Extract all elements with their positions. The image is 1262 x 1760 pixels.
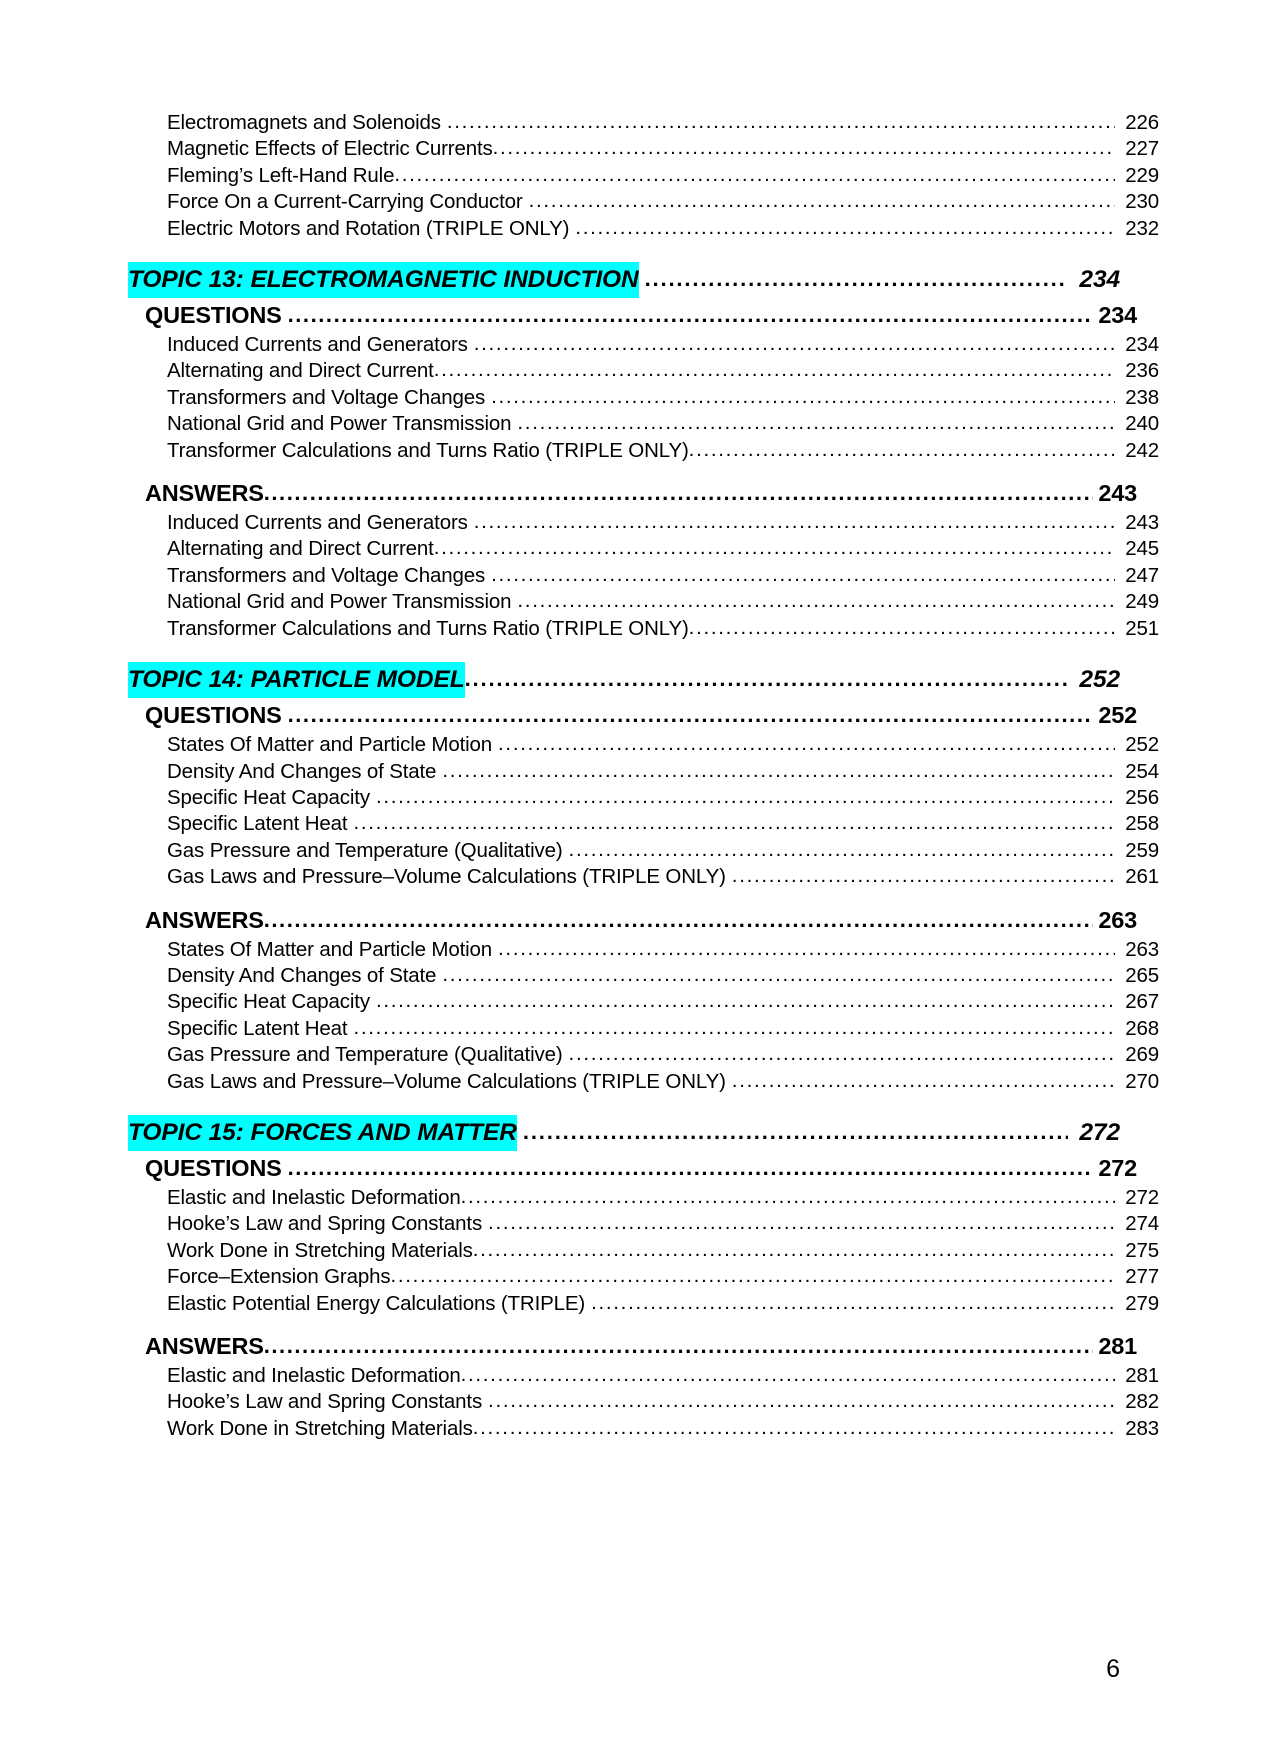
toc-topic-heading-label: TOPIC 14: PARTICLE MODEL bbox=[128, 662, 465, 698]
dot-leader bbox=[390, 1263, 1115, 1289]
dot-leader bbox=[474, 509, 1115, 535]
toc-entry[interactable] bbox=[167, 1185, 1159, 1211]
toc-entry[interactable] bbox=[167, 811, 1159, 837]
toc-entry-page-number: 232 bbox=[1125, 216, 1159, 240]
toc-entry[interactable] bbox=[167, 1238, 1159, 1264]
toc-section-heading-label: ANSWERS bbox=[145, 906, 264, 933]
toc-entry-page-number: 265 bbox=[1125, 963, 1159, 987]
toc-entry-page-number: 277 bbox=[1125, 1265, 1159, 1289]
toc-entry-label: Electromagnets and Solenoids bbox=[167, 111, 441, 134]
dot-leader bbox=[434, 357, 1115, 383]
toc-entry-page-number: 270 bbox=[1125, 1069, 1159, 1093]
toc-entry[interactable] bbox=[167, 1291, 1159, 1317]
toc-entry-page-number: 272 bbox=[1125, 1185, 1159, 1209]
toc-section-heading[interactable] bbox=[145, 1153, 1137, 1184]
toc-entry-label: National Grid and Power Transmission bbox=[167, 412, 512, 436]
toc-section-heading-page-number: 252 bbox=[1098, 702, 1137, 729]
dot-leader bbox=[591, 1290, 1115, 1316]
toc-entry-page-number: 236 bbox=[1125, 359, 1159, 383]
toc-entry[interactable] bbox=[167, 1416, 1159, 1442]
toc-entry[interactable] bbox=[167, 838, 1159, 864]
dot-leader bbox=[488, 1388, 1115, 1414]
toc-entry[interactable] bbox=[167, 864, 1159, 890]
dot-leader bbox=[288, 700, 1093, 730]
toc-entry-page-number: 243 bbox=[1125, 511, 1159, 535]
toc-entry-page-number: 229 bbox=[1125, 163, 1159, 187]
toc-entry[interactable] bbox=[167, 616, 1159, 642]
toc-entry[interactable] bbox=[167, 589, 1159, 615]
toc-section-heading[interactable] bbox=[145, 478, 1137, 509]
dot-leader bbox=[569, 1041, 1115, 1067]
dot-leader bbox=[732, 1068, 1115, 1094]
dot-leader bbox=[498, 731, 1115, 757]
toc-entry-label: Induced Currents and Generators bbox=[167, 511, 468, 535]
toc-entry[interactable] bbox=[167, 438, 1159, 464]
page-folio: 6 bbox=[1106, 1655, 1120, 1683]
toc-entry-label: Work Done in Stretching Materials bbox=[167, 1416, 473, 1440]
toc-entry-page-number: 281 bbox=[1125, 1364, 1159, 1387]
toc-section-heading-label: QUESTIONS bbox=[145, 702, 282, 729]
dot-leader bbox=[569, 837, 1115, 863]
toc-topic-heading[interactable] bbox=[128, 662, 1120, 698]
dot-leader bbox=[575, 215, 1115, 241]
toc-entry-page-number: 249 bbox=[1125, 590, 1159, 614]
toc-entry[interactable] bbox=[167, 759, 1159, 785]
dot-leader bbox=[517, 410, 1115, 436]
toc-section-heading-label: ANSWERS bbox=[145, 480, 264, 507]
toc-entry-label: States Of Matter and Particle Motion bbox=[167, 733, 493, 757]
dot-leader bbox=[353, 1015, 1115, 1041]
toc-section-heading-label: ANSWERS bbox=[145, 1333, 264, 1359]
dot-leader bbox=[264, 478, 1093, 508]
toc-entry-page-number: 259 bbox=[1125, 838, 1159, 862]
toc-entry[interactable] bbox=[167, 1042, 1159, 1068]
toc-entry-label: Elastic and Inelastic Deformation bbox=[167, 1364, 461, 1387]
toc-section-heading[interactable] bbox=[145, 700, 1137, 731]
toc-entry-label: Transformers and Voltage Changes bbox=[167, 385, 486, 409]
toc-entry[interactable] bbox=[167, 989, 1159, 1015]
toc-entry-label: Gas Laws and Pressure–Volume Calculations (TRIPLE ONLY) bbox=[167, 1069, 726, 1093]
toc-section-heading-label: QUESTIONS bbox=[145, 302, 282, 329]
toc-entry-label: Density And Changes of State bbox=[167, 759, 437, 783]
toc-entry-label: Elastic Potential Energy Calculations (TRIPLE) bbox=[167, 1291, 586, 1315]
toc-topic-heading-page-number: 252 bbox=[1079, 666, 1120, 694]
toc-entry-page-number: 283 bbox=[1125, 1416, 1159, 1440]
dot-leader bbox=[442, 758, 1115, 784]
toc-entry-label: Induced Currents and Generators bbox=[167, 333, 468, 357]
toc-entry-label: Specific Latent Heat bbox=[167, 812, 348, 836]
toc-entry-label: Transformer Calculations and Turns Ratio (TRIPLE ONLY) bbox=[167, 616, 689, 640]
toc-entry[interactable] bbox=[167, 937, 1159, 963]
toc-entry-label: Gas Pressure and Temperature (Qualitative) bbox=[167, 1043, 563, 1067]
toc-entry[interactable] bbox=[167, 358, 1159, 384]
toc-section-heading-page-number: 281 bbox=[1098, 1333, 1137, 1359]
toc-entry-page-number: 268 bbox=[1125, 1016, 1159, 1040]
toc-entry-page-number: 245 bbox=[1125, 537, 1159, 561]
dot-leader bbox=[376, 988, 1115, 1014]
toc-section-heading-page-number: 272 bbox=[1098, 1154, 1137, 1181]
toc-entry[interactable] bbox=[167, 785, 1159, 811]
dot-leader bbox=[689, 615, 1115, 641]
dot-leader bbox=[689, 437, 1115, 463]
toc-topic-heading-label: TOPIC 15: FORCES AND MATTER bbox=[128, 1115, 517, 1151]
toc-entry-page-number: 251 bbox=[1125, 616, 1159, 640]
toc-entry[interactable] bbox=[167, 411, 1159, 437]
dot-leader bbox=[491, 384, 1115, 410]
dot-leader bbox=[264, 1331, 1093, 1361]
dot-leader bbox=[498, 936, 1115, 962]
dot-leader bbox=[491, 562, 1115, 588]
toc-topic-heading[interactable] bbox=[128, 262, 1120, 298]
dot-leader bbox=[447, 109, 1115, 135]
toc-entry[interactable] bbox=[167, 189, 1159, 215]
toc-entry-page-number: 226 bbox=[1125, 111, 1159, 134]
toc-entry-page-number: 254 bbox=[1125, 759, 1159, 783]
dot-leader bbox=[732, 863, 1115, 889]
toc-section-heading[interactable] bbox=[145, 1331, 1137, 1362]
dot-leader bbox=[461, 1184, 1115, 1210]
toc-entry-label: Gas Pressure and Temperature (Qualitative) bbox=[167, 838, 563, 862]
toc-entry[interactable] bbox=[167, 385, 1159, 411]
toc-topic-heading[interactable] bbox=[128, 1115, 1120, 1151]
dot-leader bbox=[288, 300, 1093, 330]
toc-entry-page-number: 238 bbox=[1125, 385, 1159, 409]
toc-topic-heading-page-number: 234 bbox=[1079, 266, 1120, 294]
table-of-contents bbox=[128, 110, 1159, 1442]
toc-entry[interactable] bbox=[167, 1211, 1159, 1237]
dot-leader bbox=[376, 784, 1115, 810]
toc-entry[interactable] bbox=[167, 510, 1159, 536]
dot-leader bbox=[442, 962, 1115, 988]
dot-leader bbox=[473, 1415, 1115, 1441]
dot-leader bbox=[434, 535, 1115, 561]
toc-topic-heading-page-number: 272 bbox=[1079, 1118, 1120, 1146]
toc-section-heading-label: QUESTIONS bbox=[145, 1154, 282, 1181]
toc-entry[interactable] bbox=[167, 1016, 1159, 1042]
dot-leader bbox=[523, 1116, 1068, 1148]
toc-entry-page-number: 247 bbox=[1125, 563, 1159, 587]
toc-entry[interactable] bbox=[167, 163, 1159, 189]
toc-topic-heading-label: TOPIC 13: ELECTROMAGNETIC INDUCTION bbox=[128, 262, 639, 298]
dot-leader bbox=[517, 588, 1115, 614]
toc-entry-page-number: 252 bbox=[1125, 733, 1159, 757]
toc-section-heading-page-number: 263 bbox=[1098, 906, 1137, 933]
dot-leader bbox=[465, 663, 1068, 695]
toc-entry-label: Hooke’s Law and Spring Constants bbox=[167, 1212, 483, 1236]
toc-entry-page-number: 282 bbox=[1125, 1390, 1159, 1414]
toc-entry-page-number: 275 bbox=[1125, 1238, 1159, 1262]
toc-entry[interactable] bbox=[167, 732, 1159, 758]
toc-entry-label: Alternating and Direct Current bbox=[167, 537, 434, 561]
toc-entry-label: Transformers and Voltage Changes bbox=[167, 563, 486, 587]
toc-entry-page-number: 230 bbox=[1125, 190, 1159, 214]
toc-entry-page-number: 256 bbox=[1125, 785, 1159, 809]
toc-entry-label: Gas Laws and Pressure–Volume Calculations (TRIPLE ONLY) bbox=[167, 865, 726, 889]
toc-entry-label: Force On a Current-Carrying Conductor bbox=[167, 190, 523, 214]
toc-entry-label: Hooke’s Law and Spring Constants bbox=[167, 1390, 483, 1414]
dot-leader bbox=[461, 1362, 1115, 1388]
toc-entry-page-number: 274 bbox=[1125, 1212, 1159, 1236]
toc-entry[interactable] bbox=[167, 332, 1159, 358]
dot-leader bbox=[488, 1210, 1115, 1236]
toc-section-heading[interactable] bbox=[145, 905, 1137, 936]
toc-entry[interactable] bbox=[167, 136, 1159, 162]
toc-section-heading-page-number: 234 bbox=[1098, 302, 1137, 329]
toc-entry[interactable] bbox=[167, 536, 1159, 562]
toc-entry-label: Specific Heat Capacity bbox=[167, 785, 370, 809]
dot-leader bbox=[474, 331, 1115, 357]
toc-entry-page-number: 279 bbox=[1125, 1291, 1159, 1315]
toc-section-heading-page-number: 243 bbox=[1098, 480, 1137, 507]
dot-leader bbox=[645, 263, 1068, 295]
toc-entry-label: Transformer Calculations and Turns Ratio (TRIPLE ONLY) bbox=[167, 438, 689, 462]
toc-entry-label: Elastic and Inelastic Deformation bbox=[167, 1185, 461, 1209]
toc-entry-label: Work Done in Stretching Materials bbox=[167, 1238, 473, 1262]
toc-entry-page-number: 227 bbox=[1125, 137, 1159, 161]
toc-entry[interactable] bbox=[167, 1069, 1159, 1095]
toc-entry-label: States Of Matter and Particle Motion bbox=[167, 937, 493, 961]
toc-entry[interactable] bbox=[167, 1389, 1159, 1415]
toc-entry-label: Force–Extension Graphs bbox=[167, 1265, 391, 1289]
toc-entry-label: Density And Changes of State bbox=[167, 963, 437, 987]
toc-entry[interactable] bbox=[167, 1363, 1159, 1389]
toc-entry[interactable] bbox=[167, 110, 1159, 136]
dot-leader bbox=[264, 905, 1093, 935]
toc-entry-page-number: 258 bbox=[1125, 812, 1159, 836]
toc-entry[interactable] bbox=[167, 1264, 1159, 1290]
toc-entry-label: Electric Motors and Rotation (TRIPLE ONLY) bbox=[167, 216, 570, 240]
toc-entry[interactable] bbox=[167, 963, 1159, 989]
toc-entry-label: Alternating and Direct Current bbox=[167, 359, 434, 383]
toc-entry-label: Fleming’s Left-Hand Rule bbox=[167, 163, 395, 187]
toc-entry-page-number: 261 bbox=[1125, 865, 1159, 889]
dot-leader bbox=[353, 810, 1115, 836]
toc-entry-page-number: 267 bbox=[1125, 990, 1159, 1014]
dot-leader bbox=[473, 1237, 1115, 1263]
toc-entry-page-number: 242 bbox=[1125, 438, 1159, 462]
toc-entry-label: Magnetic Effects of Electric Currents bbox=[167, 137, 493, 161]
dot-leader bbox=[394, 162, 1115, 188]
dot-leader bbox=[493, 135, 1115, 161]
dot-leader bbox=[529, 188, 1115, 214]
toc-entry-label: Specific Heat Capacity bbox=[167, 990, 370, 1014]
toc-entry-page-number: 269 bbox=[1125, 1043, 1159, 1067]
toc-entry-page-number: 234 bbox=[1125, 333, 1159, 357]
toc-section-heading[interactable] bbox=[145, 300, 1137, 331]
toc-entry[interactable] bbox=[167, 563, 1159, 589]
toc-entry-page-number: 240 bbox=[1125, 412, 1159, 436]
toc-entry-label: Specific Latent Heat bbox=[167, 1016, 348, 1040]
toc-entry[interactable] bbox=[167, 216, 1159, 242]
dot-leader bbox=[288, 1153, 1093, 1183]
toc-entry-page-number: 263 bbox=[1125, 937, 1159, 961]
toc-entry-label: National Grid and Power Transmission bbox=[167, 590, 512, 614]
